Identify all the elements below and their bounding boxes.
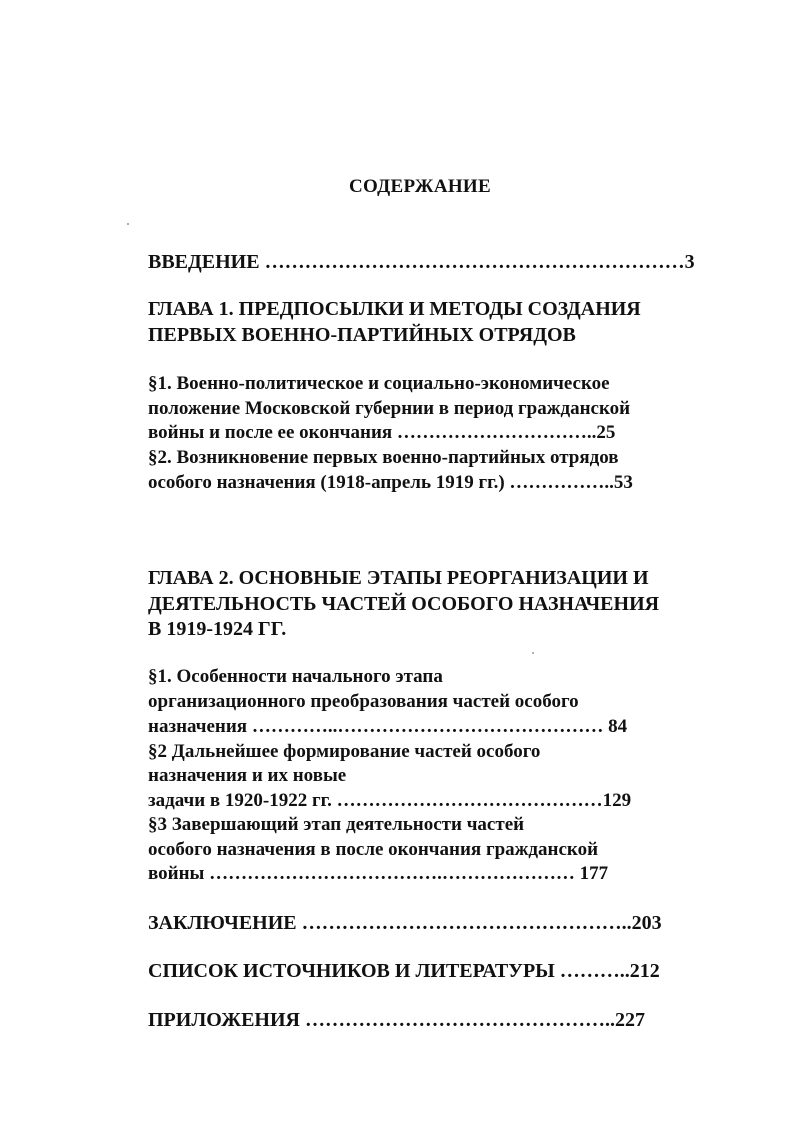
chapter-1-section-2-line-2: особого назначения (1918-апрель 1919 гг.) ……………..53 bbox=[148, 472, 633, 493]
chapter-1-section-1-line-3: войны и после ее окончания …………………………..25 bbox=[148, 422, 616, 443]
chapter-2-section-3-line-2: особого назначения в после окончания гражданской bbox=[148, 839, 599, 860]
chapter-2-section-2-line-1: §2 Дальнейшее формирование частей особого bbox=[148, 741, 541, 762]
chapter-1-section-1-line-1: §1. Военно-политическое и социально-экономическое bbox=[148, 373, 610, 394]
chapter-2-section-3-line-3: войны ……………………………….………………… 177 bbox=[148, 863, 609, 884]
chapter-2-heading-line-3: В 1919-1924 ГГ. bbox=[148, 618, 287, 640]
toc-entry-introduction: ВВЕДЕНИЕ ………………………………………………………3 bbox=[148, 251, 695, 273]
chapter-1-section-2-line-1: §2. Возникновение первых военно-партийных отрядов bbox=[148, 447, 619, 468]
toc-entry-conclusion: ЗАКЛЮЧЕНИЕ …………………………………………..203 bbox=[148, 912, 662, 934]
chapter-1-heading-line-2: ПЕРВЫХ ВОЕННО-ПАРТИЙНЫХ ОТРЯДОВ bbox=[148, 324, 576, 346]
chapter-2-section-1-line-3: назначения …………..…………………………………… 84 bbox=[148, 716, 628, 737]
page-title: СОДЕРЖАНИЕ bbox=[349, 176, 491, 197]
chapter-2-heading-line-1: ГЛАВА 2. ОСНОВНЫЕ ЭТАПЫ РЕОРГАНИЗАЦИИ И bbox=[148, 567, 649, 589]
scan-speck bbox=[127, 223, 129, 225]
chapter-2-section-2-line-2: назначения и их новые bbox=[148, 765, 347, 786]
chapter-1-heading-line-1: ГЛАВА 1. ПРЕДПОСЫЛКИ И МЕТОДЫ СОЗДАНИЯ bbox=[148, 298, 641, 320]
scan-speck bbox=[532, 652, 534, 654]
chapter-2-heading-line-2: ДЕЯТЕЛЬНОСТЬ ЧАСТЕЙ ОСОБОГО НАЗНАЧЕНИЯ bbox=[148, 593, 660, 615]
chapter-2-section-1-line-2: организационного преобразования частей особого bbox=[148, 691, 579, 712]
chapter-2-section-3-line-1: §3 Завершающий этап деятельности частей bbox=[148, 814, 525, 835]
toc-entry-sources: СПИСОК ИСТОЧНИКОВ И ЛИТЕРАТУРЫ ………..212 bbox=[148, 960, 660, 982]
chapter-2-section-2-line-3: задачи в 1920-1922 гг. ……………………………………129 bbox=[148, 790, 632, 811]
chapter-1-section-1-line-2: положение Московской губернии в период гражданской bbox=[148, 398, 631, 419]
chapter-2-section-1-line-1: §1. Особенности начального этапа bbox=[148, 666, 443, 687]
toc-entry-appendix: ПРИЛОЖЕНИЯ ………………………………………..227 bbox=[148, 1009, 645, 1031]
